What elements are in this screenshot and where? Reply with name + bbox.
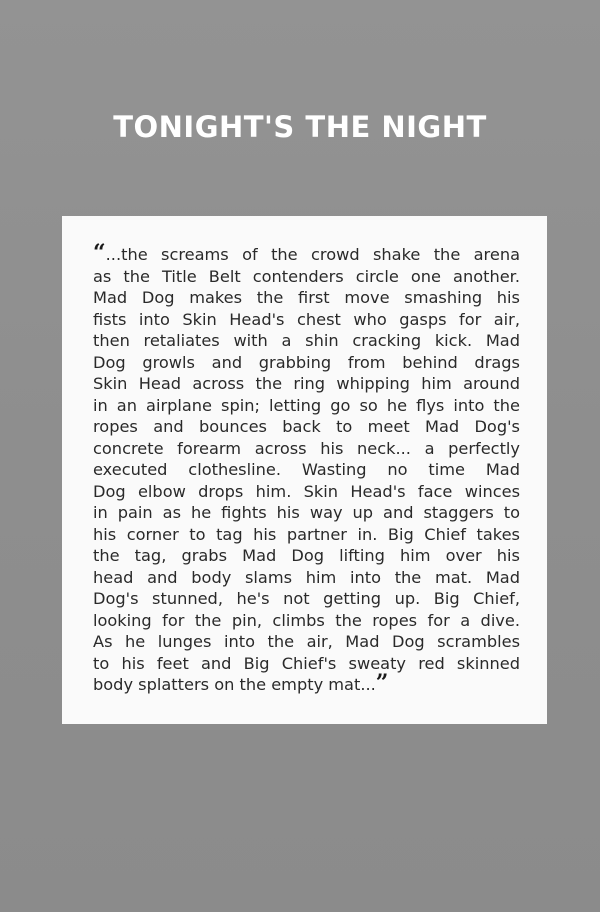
story-line: concrete forearm across his neck... a perfectly [93,438,520,458]
story-line: then retaliates with a shin cracking kick. Mad [93,331,520,350]
story-line: executed clothesline. Wasting no time Mad [93,460,520,479]
story-line: ropes and bounces back to meet Mad Dog's [93,417,520,436]
story-line: Dog's stunned, he's not getting up. Big Chief, [93,589,520,608]
story-line: to his feet and Big Chief's sweaty red skinned [93,653,520,673]
open-quote-icon: “ [93,240,106,266]
story-box [62,216,547,724]
close-quote-icon: ” [375,670,389,696]
story-line: Mad Dog makes the first move smashing his [93,288,520,307]
story-line [93,240,520,266]
story-line: As he lunges into the air, Mad Dog scrambles [93,632,520,651]
story-line: his corner to tag his partner in. Big Chief takes [93,524,520,544]
story-line: head and body slams him into the mat. Mad [93,567,520,587]
page-title: TONIGHT'S THE NIGHT [113,110,487,144]
story-line: Skin Head across the ring whipping him around [93,374,520,393]
story-line-text: ...the screams of the crowd shake the arena [105,245,520,264]
story-line: Dog elbow drops him. Skin Head's face winces [93,481,520,501]
story-line: the tag, grabs Mad Dog lifting him over his [93,546,520,565]
story-line-text: body splatters on the empty mat... [93,675,376,694]
story-line: in an airplane spin; letting go so he flys into the [93,395,520,415]
story-text [93,240,520,696]
story-line: in pain as he fights his way up and staggers to [93,503,520,522]
story-line: fists into Skin Head's chest who gasps for air, [93,309,520,329]
story-line: Dog growls and grabbing from behind drags [93,352,520,372]
story-line: as the Title Belt contenders circle one another. [93,266,520,286]
story-line [93,670,520,696]
story-line: looking for the pin, climbs the ropes for a dive. [93,610,520,630]
